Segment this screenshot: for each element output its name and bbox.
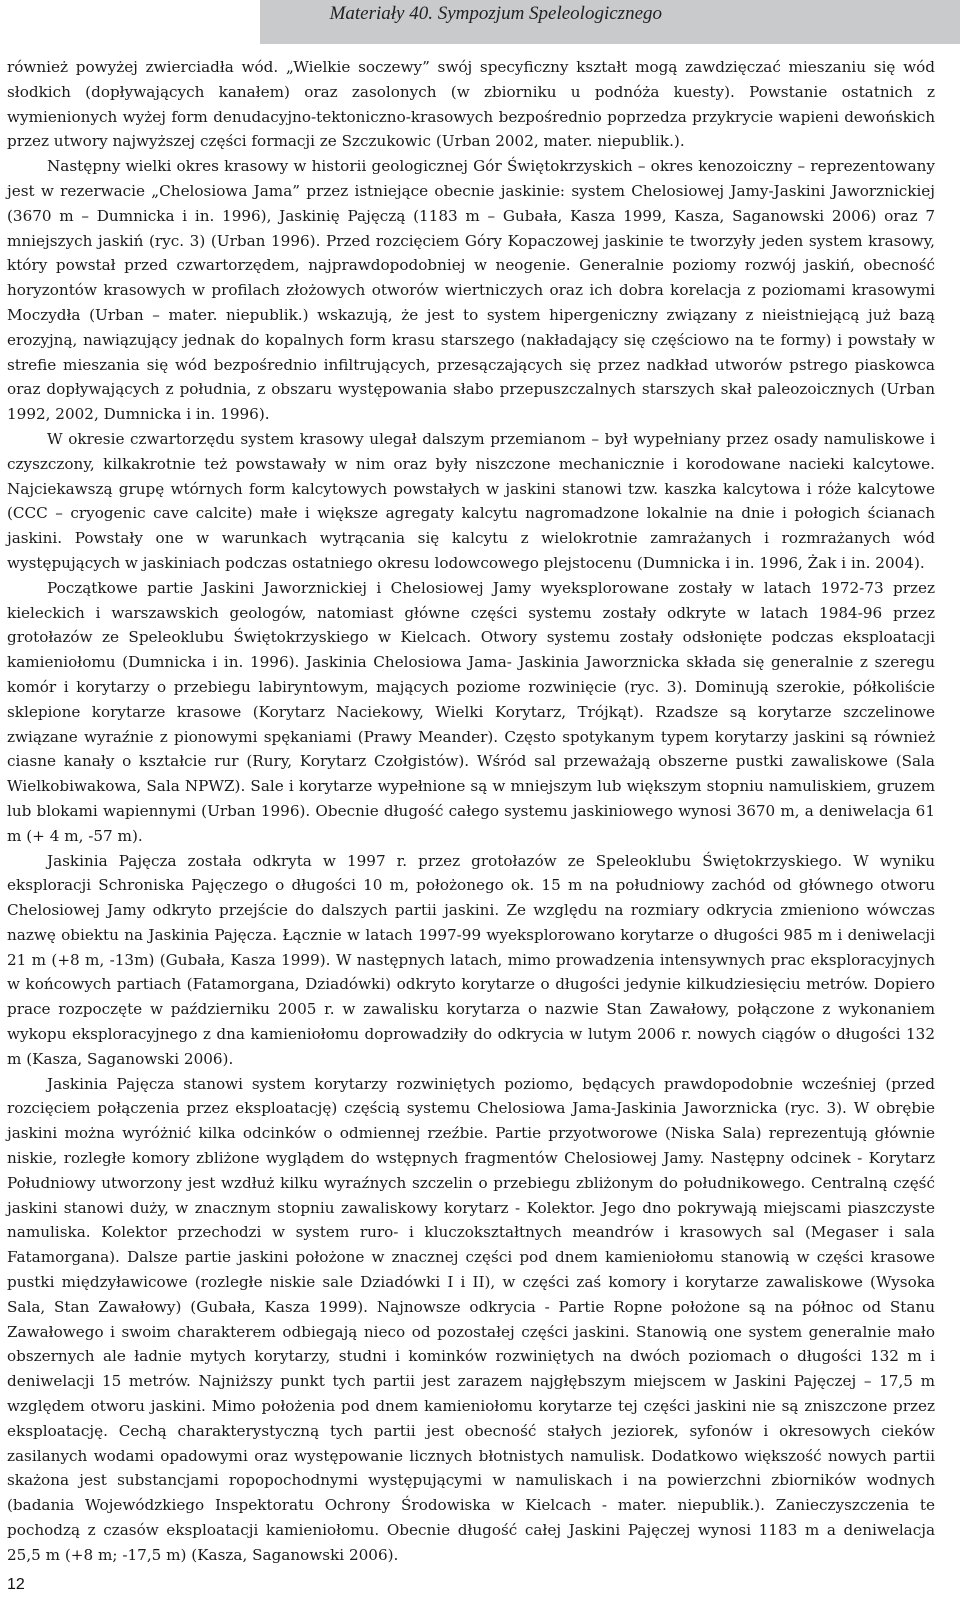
paragraph: również powyżej zwierciadła wód. „Wielkie soczewy” swój specyficzny kształt mogą zawdzięczać mieszaniu się wód słodkich (dopływających kanałem) oraz zasolonych (w zbiorniku u podnóża kuesty). Powstanie ostatnich z wymienionych wyżej form denudacyjno-tektoniczno-krasowych bezpośrednio poprzedza przykrycie wapieni dewońskich przez utwory najwyższej części formacji ze Szczukowic (Urban 2002, mater. niepublik.). [7, 58, 935, 151]
header-title: Materiały 40. Sympozjum Speleologicznego [329, 3, 662, 24]
page-number: 12 [7, 1576, 25, 1593]
running-header [260, 0, 960, 44]
paragraph: W okresie czwartorzędu system krasowy ulegał dalszym przemianom – był wypełniany przez osady namuliskowe i czyszczony, kilkakrotnie też powstawały w nim oraz były niszczone mechanicznie i korodowane nacieki kalcytowe. Najciekawszą grupę wtórnych form kalcytowych powstałych w jaskini stanowi tzw. kaszka kalcytowa i róże kalcytowe (CCC – cryogenic cave calcite) małe i większe agregaty kalcytu nagromadzone lokalnie na dnie i połogich ścianach jaskini. Powstały one w warunkach wytrącania się kalcytu z wielokrotnie zamrażanych i rozmrażanych wód występujących w jaskiniach podczas ostatniego okresu lodowcowego plejstocenu (Dumnicka i in. 1996, Żak i in. 2004). [7, 429, 935, 572]
paragraph: Następny wielki okres krasowy w historii geologicznej Gór Świętokrzyskich – okres kenozoiczny – reprezentowany jest w rezerwacie „Chelosiowa Jama” przez istniejące obecnie jaskinie: system Chelosiowej Jamy-Jaskini Jaworznickiej (3670 m – Dumnicka i in. 1996), Jaskinię Pajęczą (1183 m – Gubała, Kasza 1999, Kasza, Saganowski 2006) oraz 7 mniejszych jaskiń (ryc. 3) (Urban 1996). Przed rozcięciem Góry Kopaczowej jaskinie te tworzyły jeden system krasowy, który powstał przed czwartorzędem, najprawdopodobniej w neogenie. Generalnie poziomy rozwój jaskiń, obecność horyzontów krasowych w profilach złożowych otworów wiertniczych oraz ich dobra korelacja z poziomami krasowymi Moczydła (Urban – mater. niepublik.) wskazują, że jest to system hipergeniczny związany z nieistniejącą już bazą erozyjną, nawiązujący jednak do kopalnych form krasu starszego (nakładający się częściowo na te formy) i powstały w strefie mieszania się wód bezpośrednio infiltrujących, przesączających się przez nadkład utworów pstrego piaskowca oraz dopływających z południa, z obszaru występowania słabo przepuszczalnych starszych skał paleozoicznych (Urban 1992, 2002, Dumnicka i in. 1996). [7, 157, 935, 424]
paragraph: Jaskinia Pajęcza stanowi system korytarzy rozwiniętych poziomo, będących prawdopodobnie wcześniej (przed rozcięciem połączenia przez eksploatację) częścią systemu Chelosiowa Jama-Jaskinia Jaworznicka (ryc. 3). W obrębie jaskini można wyróżnić kilka odcinków o odmiennej rzeźbie. Partie przyotworowe (Niska Sala) reprezentują głównie niskie, rozległe komory zbliżone wyglądem do wstępnych fragmentów Chelosiowej Jamy. Następny odcinek - Korytarz Południowy utworzony jest wzdłuż kilku wyraźnych szczelin o przebiegu zbliżonym do południkowego. Centralną część jaskini stanowi duży, w znacznym stopniu zawaliskowy korytarz - Kolektor. Jego dno pokrywają miejscami piaszczyste namuliska. Kolektor przechodzi w system ruro- i kluczokształtnych meandrów i krasowych sal (Megaser i sala Fatamorgana). Dalsze partie jaskini położone w znacznej części pod dnem kamieniołomu stanowią w części krasowe pustki międzyławicowe (rozległe niskie sale Dziadówki I i II), w części zaś komory i korytarze zawaliskowe (Wysoka Sala, Stan Zawałowy) (Gubała, Kasza 1999). Najnowsze odkrycia - Partie Ropne położone są na północ od Stanu Zawałowego i swoim charakterem odbiegają nieco od pozostałej części jaskini. Stanowią one system generalnie mało obszernych ale ładnie mytych korytarzy, studni i kominków rozwiniętych na dwóch poziomach o długości 132 m i deniwelacji 15 metrów. Najniższy punkt tych partii jest zarazem najgłębszym miejscem w Jaskini Pajęczej – 17,5 m względem otworu jaskini. Mimo położenia pod dnem kamieniołomu korytarze tej części jaskini nie są zniszczone przez eksploatację. Cechą charakterystyczną tych partii jest obecność stałych jeziorek, syfonów i okresowych cieków zasilanych wodami opadowymi oraz występowanie licznych błotnistych namulisk. Dodatkowo większość nowych partii skażona jest substancjami ropopochodnymi występującymi w namuliskach i na powierzchni zbiorników wodnych (badania Wojewódzkiego Inspektoratu Ochrony Środowiska w Kielcach - mater. niepublik.). Zanieczyszczenia te pochodzą z czasów eksploatacji kamieniołomu. Obecnie długość całej Jaskini Pajęczej wynosi 1183 m a deniwelacja 25,5 m (+8 m; -17,5 m) (Kasza, Saganowski 2006). [7, 1074, 935, 1564]
body-text [7, 55, 935, 1568]
paragraph: Początkowe partie Jaskini Jaworznickiej i Chelosiowej Jamy wyeksplorowane zostały w latach 1972-73 przez kieleckich i warszawskich geologów, natomiast główne części systemu zostały odkryte w latach 1984-96 przez grotołazów ze Speleoklubu Świętokrzyskiego w Kielcach. Otwory systemu zostały odsłonięte podczas eksploatacji kamieniołomu (Dumnicka i in. 1996). Jaskinia Chelosiowa Jama- Jaskinia Jaworznicka składa się generalnie z szeregu komór i korytarzy o przebiegu labiryntowym, mających poziome rozwinięcie (ryc. 3). Dominują szerokie, półkoliście sklepione korytarze krasowe (Korytarz Naciekowy, Wielki Korytarz, Trójkąt). Rzadsze są korytarze szczelinowe związane wyraźnie z pionowymi spękaniami (Prawy Meander). Często spotykanym typem korytarzy jaskini są również ciasne kanały o kształcie rur (Rury, Korytarz Czołgistów). Wśród sal przeważają obszerne pustki zawaliskowe (Sala Wielkobiwakowa, Sala NPWZ). Sale i korytarze wypełnione są w mniejszym lub większym stopniu namuliskiem, gruzem lub blokami wapiennymi (Urban 1996). Obecnie długość całego systemu jaskiniowego wynosi 3670 m, a deniwelacja 61 m (+ 4 m, -57 m). [7, 578, 935, 845]
paragraph: Jaskinia Pajęcza została odkryta w 1997 r. przez grotołazów ze Speleoklubu Świętokrzyskiego. W wyniku eksploracji Schroniska Pajęczego o długości 10 m, położonego ok. 15 m na południowy zachód od głównego otworu Chelosiowej Jamy odkryto przejście do dalszych partii jaskini. Ze względu na rozmiary odkrycia zmieniono wówczas nazwę obiektu na Jaskinia Pajęcza. Łącznie w latach 1997-99 wyeksplorowano korytarze o długości 985 m i deniwelacji 21 m (+8 m, -13m) (Gubała, Kasza 1999). W następnych latach, mimo prowadzenia intensywnych prac eksploracyjnych w końcowych partiach (Fatamorgana, Dziadówki) odkryto korytarze o długości jedynie kilkudziesięciu metrów. Dopiero prace rozpoczęte w październiku 2005 r. w zawalisku korytarza o nazwie Stan Zawałowy, połączone z wykonaniem wykopu eksploracyjnego z dna kamieniołomu doprowadziły do odkrycia w lutym 2006 r. nowych ciągów o długości 132 m (Kasza, Saganowski 2006). [7, 851, 935, 1068]
